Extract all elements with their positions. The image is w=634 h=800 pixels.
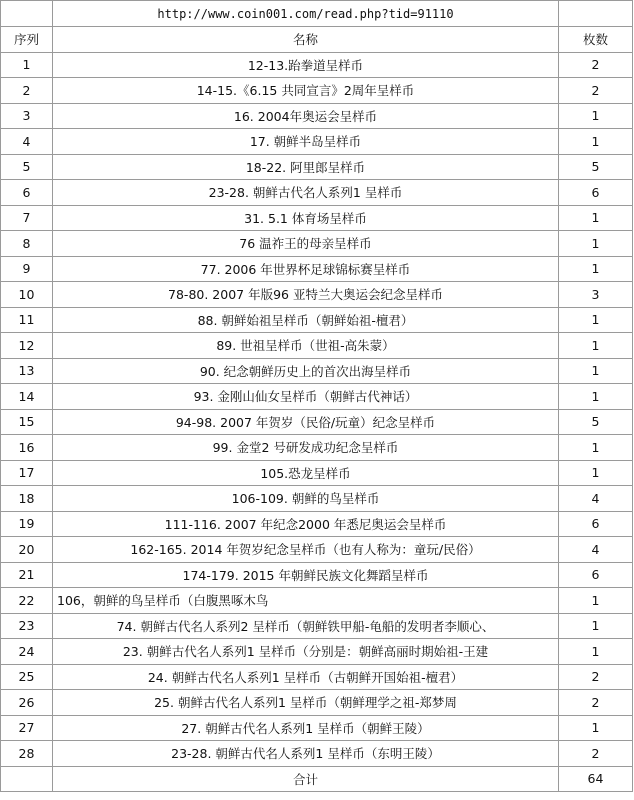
table-row	[1, 180, 633, 206]
header-row	[1, 27, 633, 53]
row-name-cell: 18-22. 阿里郎呈样币	[53, 154, 559, 180]
total-blank-cell	[1, 766, 53, 792]
row-seq-cell: 4	[1, 129, 53, 155]
row-name-cell: 24. 朝鲜古代名人系列1 呈样币（古朝鲜开国始祖-檀君）	[53, 664, 559, 690]
row-name-cell: 99. 金堂2 号研发成功纪念呈样币	[53, 435, 559, 461]
row-seq-cell: 14	[1, 384, 53, 410]
row-name-cell: 23. 朝鲜古代名人系列1 呈样币（分别是：朝鲜高丽时期始祖-王建	[53, 639, 559, 665]
table-row	[1, 129, 633, 155]
row-seq-cell: 5	[1, 154, 53, 180]
row-name-cell: 106，朝鲜的鸟呈样币（白腹黑啄木鸟	[53, 588, 559, 614]
table-row	[1, 613, 633, 639]
row-count-cell: 4	[559, 486, 633, 512]
row-seq-cell: 3	[1, 103, 53, 129]
row-count-cell: 6	[559, 180, 633, 206]
row-seq-cell: 9	[1, 256, 53, 282]
row-count-cell: 5	[559, 154, 633, 180]
row-seq-cell: 26	[1, 690, 53, 716]
row-count-cell: 1	[559, 613, 633, 639]
row-name-cell: 16. 2004年奥运会呈样币	[53, 103, 559, 129]
row-name-cell: 88. 朝鲜始祖呈样币（朝鲜始祖-檀君）	[53, 307, 559, 333]
row-seq-cell: 2	[1, 78, 53, 104]
table-row	[1, 231, 633, 257]
row-seq-cell: 28	[1, 741, 53, 767]
row-seq-cell: 21	[1, 562, 53, 588]
row-count-cell: 2	[559, 78, 633, 104]
row-name-cell: 94-98. 2007 年贺岁（民俗/玩童）纪念呈样币	[53, 409, 559, 435]
row-seq-cell: 1	[1, 52, 53, 78]
row-name-cell: 174-179. 2015 年朝鲜民族文化舞蹈呈样币	[53, 562, 559, 588]
row-name-cell: 93. 金刚山仙女呈样币（朝鲜古代神话）	[53, 384, 559, 410]
row-count-cell: 1	[559, 639, 633, 665]
row-name-cell: 23-28. 朝鲜古代名人系列1 呈样币	[53, 180, 559, 206]
row-name-cell: 89. 世祖呈样币（世祖-高朱蒙）	[53, 333, 559, 359]
table-row	[1, 384, 633, 410]
row-seq-cell: 19	[1, 511, 53, 537]
table-row	[1, 52, 633, 78]
row-name-cell: 162-165. 2014 年贺岁纪念呈样币（也有人称为：童玩/民俗）	[53, 537, 559, 563]
row-count-cell: 1	[559, 129, 633, 155]
row-count-cell: 1	[559, 715, 633, 741]
row-seq-cell: 8	[1, 231, 53, 257]
row-count-cell: 1	[559, 384, 633, 410]
row-name-cell: 74. 朝鲜古代名人系列2 呈样币（朝鲜铁甲船-龟船的发明者李顺心、	[53, 613, 559, 639]
row-name-cell: 31. 5.1 体育场呈样币	[53, 205, 559, 231]
row-count-cell: 3	[559, 282, 633, 308]
row-seq-cell: 25	[1, 664, 53, 690]
table-row	[1, 639, 633, 665]
row-name-cell: 77. 2006 年世界杯足球锦标赛呈样币	[53, 256, 559, 282]
table-row	[1, 78, 633, 104]
row-name-cell: 106-109. 朝鲜的鸟呈样币	[53, 486, 559, 512]
table-row	[1, 690, 633, 716]
total-label: 合计	[53, 766, 559, 792]
table-row	[1, 511, 633, 537]
row-count-cell: 1	[559, 231, 633, 257]
row-count-cell: 6	[559, 562, 633, 588]
header-name: 名称	[53, 27, 559, 53]
row-name-cell: 78-80. 2007 年版96 亚特兰大奥运会纪念呈样币	[53, 282, 559, 308]
table-row	[1, 205, 633, 231]
table-row	[1, 358, 633, 384]
row-count-cell: 4	[559, 537, 633, 563]
row-seq-cell: 24	[1, 639, 53, 665]
table-row	[1, 409, 633, 435]
table-row	[1, 333, 633, 359]
row-count-cell: 2	[559, 741, 633, 767]
row-count-cell: 1	[559, 460, 633, 486]
table-row	[1, 715, 633, 741]
row-seq-cell: 11	[1, 307, 53, 333]
row-name-cell: 23-28. 朝鲜古代名人系列1 呈样币（东明王陵）	[53, 741, 559, 767]
row-name-cell: 27. 朝鲜古代名人系列1 呈样币（朝鲜王陵）	[53, 715, 559, 741]
total-row	[1, 766, 633, 792]
row-seq-cell: 12	[1, 333, 53, 359]
row-count-cell: 2	[559, 664, 633, 690]
table-body	[1, 1, 633, 792]
row-name-cell: 111-116. 2007 年纪念2000 年悉尼奥运会呈样币	[53, 511, 559, 537]
header-count: 枚数	[559, 27, 633, 53]
row-seq-cell: 6	[1, 180, 53, 206]
row-name-cell: 17. 朝鲜半岛呈样币	[53, 129, 559, 155]
row-seq-cell: 20	[1, 537, 53, 563]
row-name-cell: 105.恐龙呈样币	[53, 460, 559, 486]
url-right-cell	[559, 1, 633, 27]
source-url-row	[1, 1, 633, 27]
row-count-cell: 2	[559, 690, 633, 716]
row-count-cell: 5	[559, 409, 633, 435]
table-row	[1, 664, 633, 690]
header-seq: 序列	[1, 27, 53, 53]
table-row	[1, 103, 633, 129]
row-count-cell: 1	[559, 435, 633, 461]
row-seq-cell: 13	[1, 358, 53, 384]
row-count-cell: 6	[559, 511, 633, 537]
row-seq-cell: 27	[1, 715, 53, 741]
row-count-cell: 1	[559, 588, 633, 614]
row-name-cell: 14-15.《6.15 共同宣言》2周年呈样币	[53, 78, 559, 104]
row-seq-cell: 18	[1, 486, 53, 512]
row-count-cell: 1	[559, 256, 633, 282]
url-left-cell	[1, 1, 53, 27]
row-count-cell: 1	[559, 358, 633, 384]
row-name-cell: 76 温祚王的母亲呈样币	[53, 231, 559, 257]
row-count-cell: 1	[559, 103, 633, 129]
table-row	[1, 282, 633, 308]
total-count: 64	[559, 766, 633, 792]
row-count-cell: 1	[559, 205, 633, 231]
table-row	[1, 486, 633, 512]
row-seq-cell: 7	[1, 205, 53, 231]
table-row	[1, 435, 633, 461]
row-name-cell: 12-13.跆拳道呈样币	[53, 52, 559, 78]
row-seq-cell: 15	[1, 409, 53, 435]
table-row	[1, 741, 633, 767]
row-count-cell: 1	[559, 333, 633, 359]
table-row	[1, 588, 633, 614]
row-name-cell: 25. 朝鲜古代名人系列1 呈样币（朝鲜理学之祖-郑梦周	[53, 690, 559, 716]
source-url: http://www.coin001.com/read.php?tid=91110	[53, 1, 559, 27]
row-count-cell: 1	[559, 307, 633, 333]
row-seq-cell: 17	[1, 460, 53, 486]
row-seq-cell: 23	[1, 613, 53, 639]
table-row	[1, 537, 633, 563]
table-row	[1, 154, 633, 180]
table-row	[1, 562, 633, 588]
row-seq-cell: 22	[1, 588, 53, 614]
table-row	[1, 460, 633, 486]
table-row	[1, 256, 633, 282]
row-seq-cell: 16	[1, 435, 53, 461]
row-name-cell: 90. 纪念朝鲜历史上的首次出海呈样币	[53, 358, 559, 384]
table-row	[1, 307, 633, 333]
row-seq-cell: 10	[1, 282, 53, 308]
row-count-cell: 2	[559, 52, 633, 78]
